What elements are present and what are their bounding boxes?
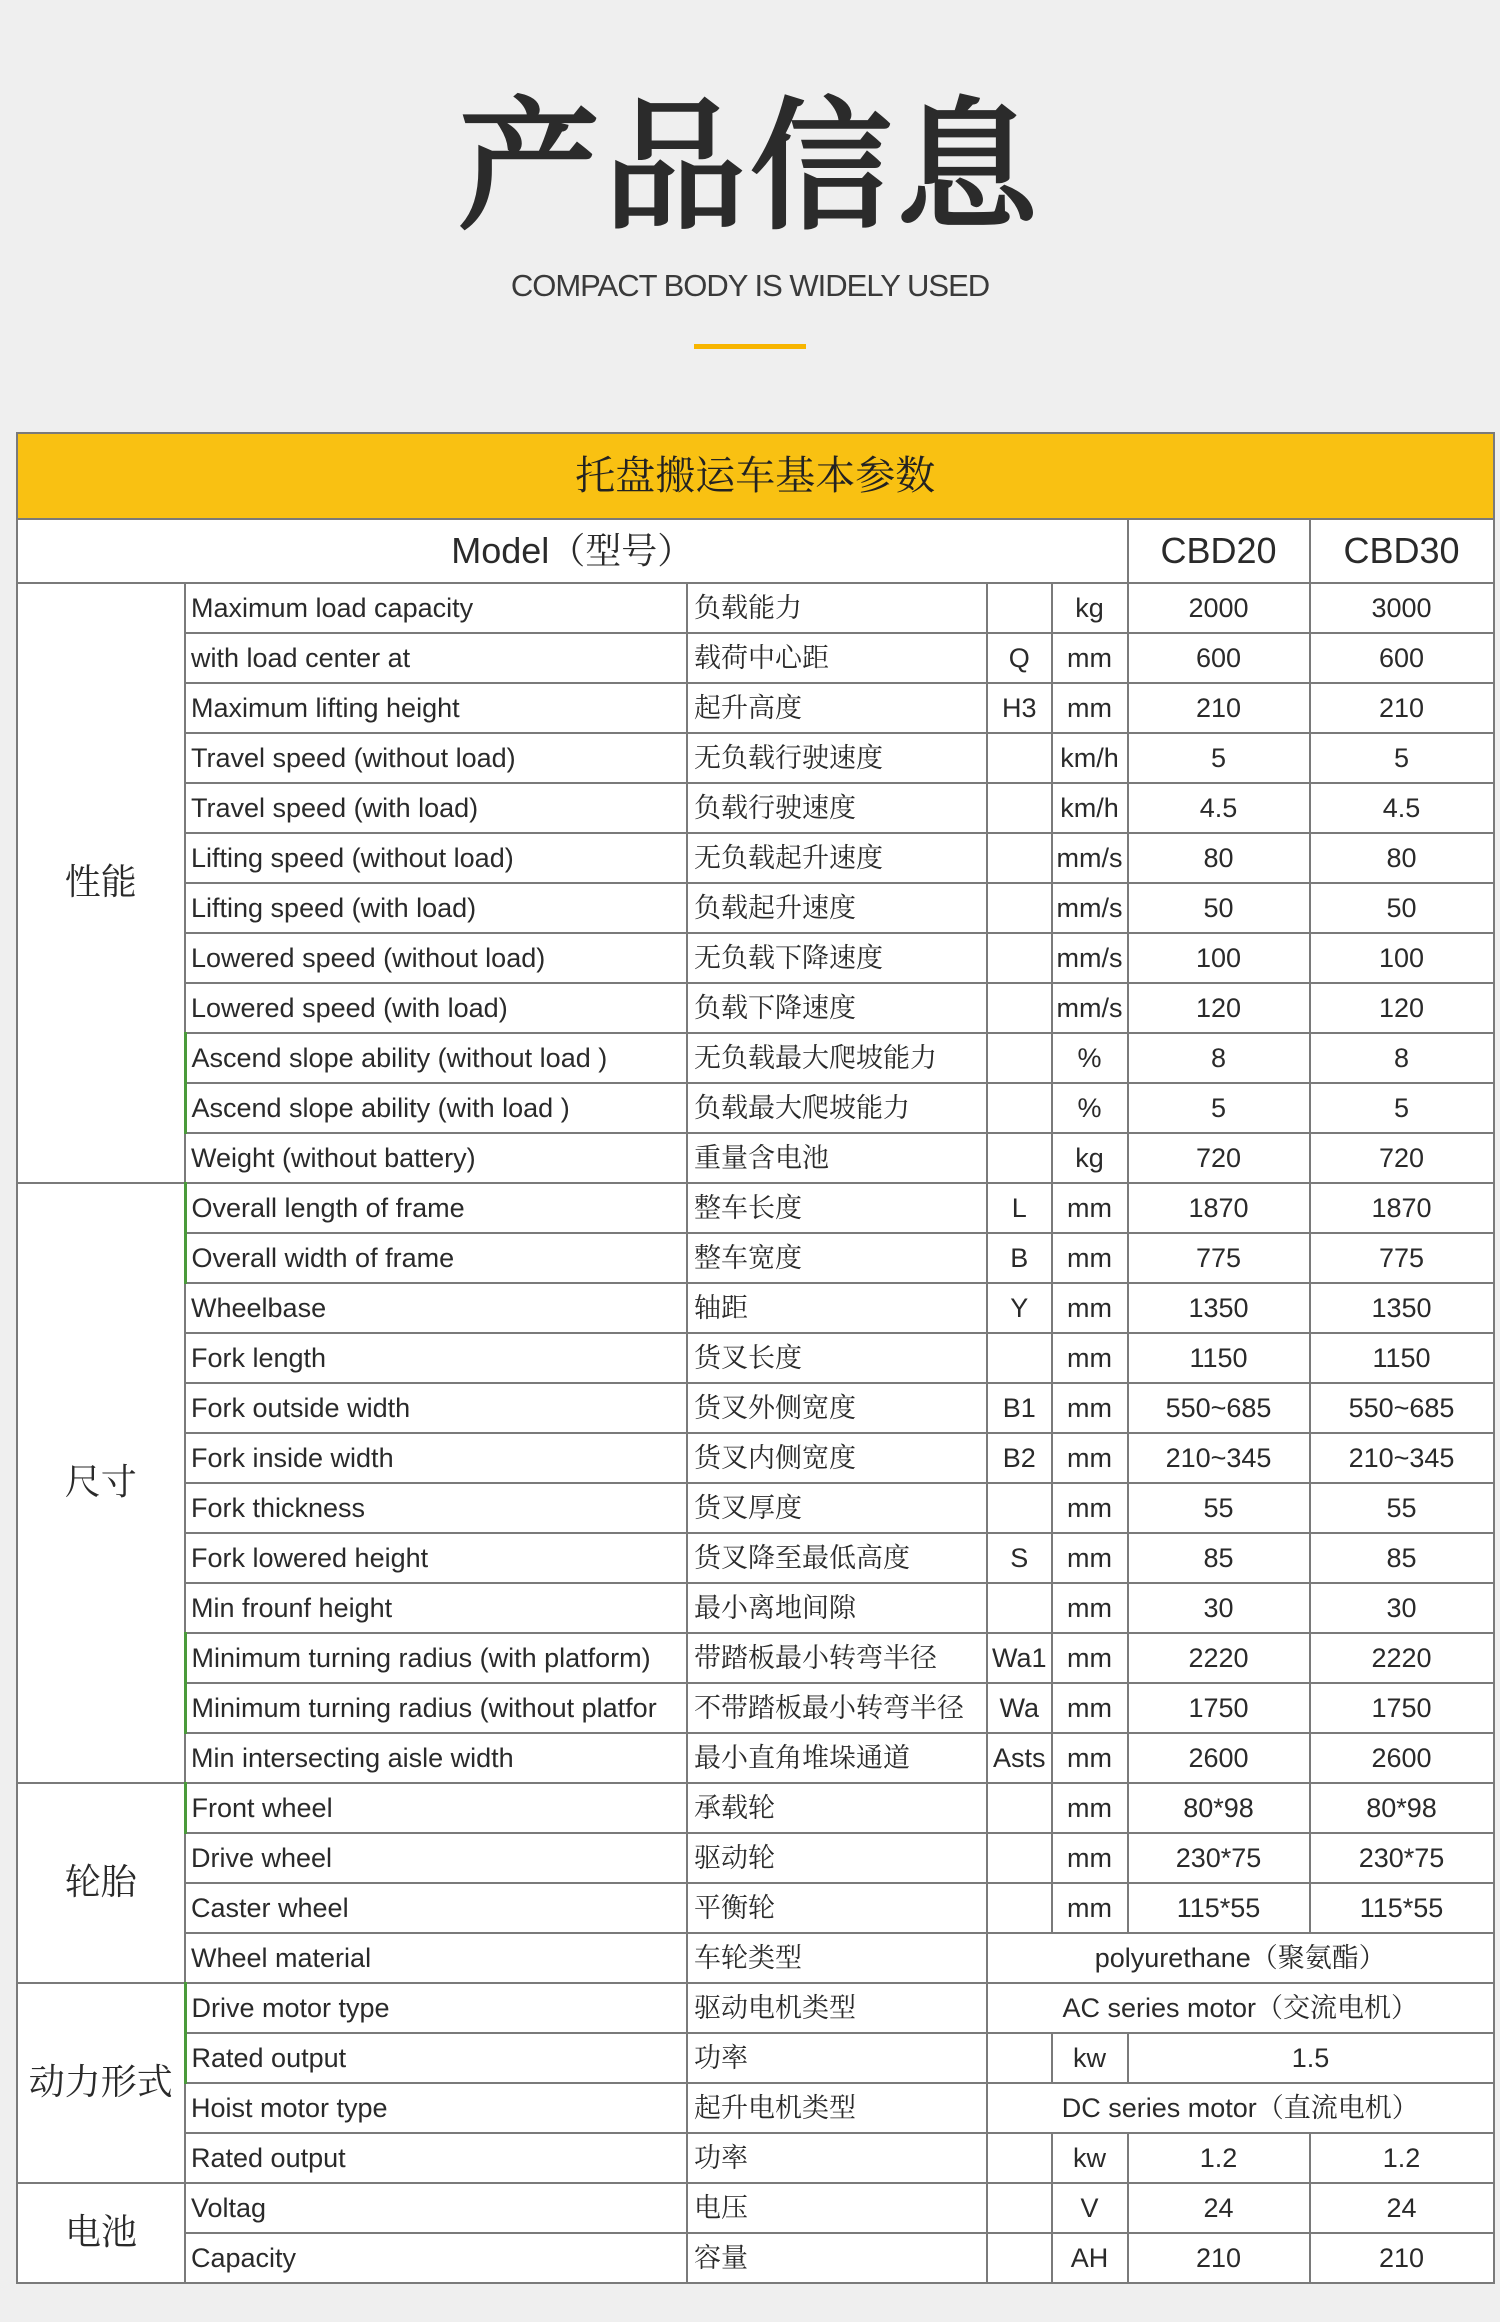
- table-row: [17, 1233, 1494, 1283]
- param-unit: mm: [1052, 1583, 1128, 1633]
- param-symbol: [987, 733, 1052, 783]
- param-unit: km/h: [1052, 733, 1128, 783]
- table-banner-row: [17, 433, 1494, 519]
- param-symbol: L: [987, 1183, 1052, 1233]
- param-name-en: Caster wheel: [185, 1883, 687, 1933]
- param-symbol: [987, 1083, 1052, 1133]
- category-label: 尺寸: [17, 1183, 185, 1783]
- param-name-cn: 不带踏板最小转弯半径: [687, 1683, 987, 1733]
- table-row: [17, 983, 1494, 1033]
- param-name-cn: 负载起升速度: [687, 883, 987, 933]
- param-unit: mm: [1052, 1333, 1128, 1383]
- value-cbd20: 50: [1128, 883, 1310, 933]
- param-symbol: [987, 2033, 1052, 2083]
- param-symbol: B2: [987, 1433, 1052, 1483]
- param-name-en: Maximum lifting height: [185, 683, 687, 733]
- param-unit: %: [1052, 1033, 1128, 1083]
- param-symbol: Wa: [987, 1683, 1052, 1733]
- table-row: [17, 583, 1494, 633]
- param-name-en: Front wheel: [185, 1783, 687, 1833]
- value-cbd20: 1750: [1128, 1683, 1310, 1733]
- param-unit: kw: [1052, 2033, 1128, 2083]
- value-cbd20: 4.5: [1128, 783, 1310, 833]
- param-unit: kg: [1052, 1133, 1128, 1183]
- table-row: [17, 1133, 1494, 1183]
- value-cbd30: 775: [1310, 1233, 1494, 1283]
- param-name-cn: 整车长度: [687, 1183, 987, 1233]
- param-symbol: [987, 883, 1052, 933]
- param-unit: mm: [1052, 1533, 1128, 1583]
- param-name-cn: 货叉内侧宽度: [687, 1433, 987, 1483]
- value-cbd30: 120: [1310, 983, 1494, 1033]
- table-row: [17, 2083, 1494, 2133]
- table-row: [17, 1583, 1494, 1633]
- param-symbol: [987, 583, 1052, 633]
- param-unit: V: [1052, 2183, 1128, 2233]
- param-name-en: Voltag: [185, 2183, 687, 2233]
- value-cbd30: 1.2: [1310, 2133, 1494, 2183]
- param-name-en: Drive wheel: [185, 1833, 687, 1883]
- param-unit: kg: [1052, 583, 1128, 633]
- merged-value: DC series motor（直流电机）: [987, 2083, 1494, 2133]
- value-cbd30: 24: [1310, 2183, 1494, 2233]
- param-symbol: [987, 783, 1052, 833]
- param-unit: mm/s: [1052, 933, 1128, 983]
- param-unit: mm: [1052, 1833, 1128, 1883]
- param-unit: AH: [1052, 2233, 1128, 2283]
- table-row: [17, 2033, 1494, 2083]
- value-cbd30: 2220: [1310, 1633, 1494, 1683]
- param-name-en: Wheel material: [185, 1933, 687, 1983]
- value-cbd20: 8: [1128, 1033, 1310, 1083]
- param-name-en: with load center at: [185, 633, 687, 683]
- param-name-cn: 货叉长度: [687, 1333, 987, 1383]
- param-name-cn: 负载能力: [687, 583, 987, 633]
- value-cbd20: 600: [1128, 633, 1310, 683]
- param-name-en: Overall width of frame: [185, 1233, 687, 1283]
- param-unit: mm: [1052, 1783, 1128, 1833]
- value-cbd30: 30: [1310, 1583, 1494, 1633]
- value-cbd20: 210: [1128, 683, 1310, 733]
- param-unit: mm: [1052, 633, 1128, 683]
- param-name-en: Minimum turning radius (without platfor: [185, 1683, 687, 1733]
- table-row: [17, 1683, 1494, 1733]
- param-name-en: Lifting speed (without load): [185, 833, 687, 883]
- param-symbol: H3: [987, 683, 1052, 733]
- value-cbd20: 1350: [1128, 1283, 1310, 1333]
- category-label: 动力形式: [17, 1983, 185, 2183]
- table-row: [17, 833, 1494, 883]
- param-name-cn: 无负载行驶速度: [687, 733, 987, 783]
- value-cbd20: 55: [1128, 1483, 1310, 1533]
- value-cbd20: 115*55: [1128, 1883, 1310, 1933]
- param-name-cn: 车轮类型: [687, 1933, 987, 1983]
- table-row: [17, 1333, 1494, 1383]
- value-cbd30: 1150: [1310, 1333, 1494, 1383]
- value-cbd30: 5: [1310, 733, 1494, 783]
- table-row: [17, 633, 1494, 683]
- param-name-cn: 最小直角堆垛通道: [687, 1733, 987, 1783]
- table-row: [17, 683, 1494, 733]
- value-cbd20: 230*75: [1128, 1833, 1310, 1883]
- param-name-cn: 电压: [687, 2183, 987, 2233]
- param-name-en: Min frounf height: [185, 1583, 687, 1633]
- table-row: [17, 1633, 1494, 1683]
- value-cbd30: 550~685: [1310, 1383, 1494, 1433]
- value-merged: 1.5: [1128, 2033, 1494, 2083]
- param-name-en: Travel speed (without load): [185, 733, 687, 783]
- table-row: [17, 2183, 1494, 2233]
- param-unit: mm/s: [1052, 833, 1128, 883]
- param-symbol: S: [987, 1533, 1052, 1583]
- param-unit: mm: [1052, 1733, 1128, 1783]
- table-row: [17, 783, 1494, 833]
- table-row: [17, 933, 1494, 983]
- value-cbd20: 100: [1128, 933, 1310, 983]
- param-name-en: Fork thickness: [185, 1483, 687, 1533]
- param-name-cn: 载荷中心距: [687, 633, 987, 683]
- param-name-cn: 无负载起升速度: [687, 833, 987, 883]
- value-cbd20: 210~345: [1128, 1433, 1310, 1483]
- value-cbd20: 2600: [1128, 1733, 1310, 1783]
- value-cbd20: 80: [1128, 833, 1310, 883]
- table-row: [17, 1733, 1494, 1783]
- param-symbol: [987, 933, 1052, 983]
- table-row: [17, 1283, 1494, 1333]
- table-row: [17, 1183, 1494, 1233]
- value-cbd30: 720: [1310, 1133, 1494, 1183]
- table-row: [17, 1483, 1494, 1533]
- value-cbd30: 210: [1310, 2233, 1494, 2283]
- value-cbd30: 1350: [1310, 1283, 1494, 1333]
- value-cbd30: 50: [1310, 883, 1494, 933]
- value-cbd20: 210: [1128, 2233, 1310, 2283]
- param-symbol: [987, 1133, 1052, 1183]
- param-name-en: Fork inside width: [185, 1433, 687, 1483]
- merged-value: polyurethane（聚氨酯）: [987, 1933, 1494, 1983]
- param-name-en: Ascend slope ability (with load ): [185, 1083, 687, 1133]
- value-cbd30: 80: [1310, 833, 1494, 883]
- param-symbol: Q: [987, 633, 1052, 683]
- value-cbd20: 1870: [1128, 1183, 1310, 1233]
- param-name-cn: 起升电机类型: [687, 2083, 987, 2133]
- param-unit: mm: [1052, 1233, 1128, 1283]
- table-row: [17, 1533, 1494, 1583]
- param-name-cn: 负载下降速度: [687, 983, 987, 1033]
- param-unit: %: [1052, 1083, 1128, 1133]
- param-name-cn: 功率: [687, 2033, 987, 2083]
- param-name-cn: 驱动电机类型: [687, 1983, 987, 2033]
- value-cbd30: 55: [1310, 1483, 1494, 1533]
- param-symbol: Wa1: [987, 1633, 1052, 1683]
- page-header: [0, 0, 1500, 432]
- param-symbol: B: [987, 1233, 1052, 1283]
- table-row: [17, 1933, 1494, 1983]
- value-cbd20: 30: [1128, 1583, 1310, 1633]
- table-row: [17, 1083, 1494, 1133]
- value-cbd20: 550~685: [1128, 1383, 1310, 1433]
- value-cbd30: 8: [1310, 1033, 1494, 1083]
- table-banner: 托盘搬运车基本参数: [17, 433, 1494, 519]
- param-unit: mm/s: [1052, 883, 1128, 933]
- param-name-cn: 负载最大爬坡能力: [687, 1083, 987, 1133]
- table-row: [17, 733, 1494, 783]
- param-name-en: Wheelbase: [185, 1283, 687, 1333]
- param-unit: mm: [1052, 1433, 1128, 1483]
- param-name-en: Drive motor type: [185, 1983, 687, 2033]
- param-name-en: Rated output: [185, 2133, 687, 2183]
- param-unit: mm/s: [1052, 983, 1128, 1033]
- param-unit: mm: [1052, 1483, 1128, 1533]
- param-name-en: Travel speed (with load): [185, 783, 687, 833]
- table-row: [17, 883, 1494, 933]
- param-name-cn: 重量含电池: [687, 1133, 987, 1183]
- table-row: [17, 2233, 1494, 2283]
- param-unit: mm: [1052, 1883, 1128, 1933]
- param-name-en: Min intersecting aisle width: [185, 1733, 687, 1783]
- value-cbd30: 230*75: [1310, 1833, 1494, 1883]
- value-cbd30: 210: [1310, 683, 1494, 733]
- param-name-en: Overall length of frame: [185, 1183, 687, 1233]
- table-row: [17, 1433, 1494, 1483]
- param-name-cn: 承载轮: [687, 1783, 987, 1833]
- param-name-en: Rated output: [185, 2033, 687, 2083]
- value-cbd30: 5: [1310, 1083, 1494, 1133]
- table-row: [17, 1833, 1494, 1883]
- param-name-en: Fork outside width: [185, 1383, 687, 1433]
- value-cbd20: 80*98: [1128, 1783, 1310, 1833]
- param-name-en: Lowered speed (without load): [185, 933, 687, 983]
- param-unit: kw: [1052, 2133, 1128, 2183]
- param-name-en: Minimum turning radius (with platform): [185, 1633, 687, 1683]
- param-name-cn: 平衡轮: [687, 1883, 987, 1933]
- param-symbol: [987, 2183, 1052, 2233]
- param-symbol: [987, 1883, 1052, 1933]
- param-name-cn: 货叉外侧宽度: [687, 1383, 987, 1433]
- value-cbd30: 4.5: [1310, 783, 1494, 833]
- page-subtitle: COMPACT BODY IS WIDELY USED: [510, 268, 990, 303]
- merged-value: AC series motor（交流电机）: [987, 1983, 1494, 2033]
- param-name-en: Lowered speed (with load): [185, 983, 687, 1033]
- param-name-en: Maximum load capacity: [185, 583, 687, 633]
- value-cbd30: 3000: [1310, 583, 1494, 633]
- table-row: [17, 1883, 1494, 1933]
- param-name-cn: 带踏板最小转弯半径: [687, 1633, 987, 1683]
- param-symbol: [987, 983, 1052, 1033]
- param-unit: mm: [1052, 1383, 1128, 1433]
- param-name-en: Weight (without battery): [185, 1133, 687, 1183]
- param-name-cn: 货叉降至最低高度: [687, 1533, 987, 1583]
- param-unit: mm: [1052, 1183, 1128, 1233]
- param-name-en: Lifting speed (with load): [185, 883, 687, 933]
- param-name-cn: 驱动轮: [687, 1833, 987, 1883]
- value-cbd30: 1750: [1310, 1683, 1494, 1733]
- param-unit: mm: [1052, 1683, 1128, 1733]
- param-symbol: [987, 1833, 1052, 1883]
- param-name-cn: 起升高度: [687, 683, 987, 733]
- param-unit: mm: [1052, 683, 1128, 733]
- param-symbol: [987, 1783, 1052, 1833]
- param-name-en: Capacity: [185, 2233, 687, 2283]
- model-label: Model（型号）: [17, 519, 1128, 583]
- param-name-cn: 无负载下降速度: [687, 933, 987, 983]
- value-cbd30: 100: [1310, 933, 1494, 983]
- value-cbd20: 720: [1128, 1133, 1310, 1183]
- value-cbd20: 1150: [1128, 1333, 1310, 1383]
- model-name: CBD30: [1310, 519, 1494, 583]
- value-cbd20: 120: [1128, 983, 1310, 1033]
- param-symbol: [987, 833, 1052, 883]
- table-row: [17, 1383, 1494, 1433]
- table-row: [17, 1783, 1494, 1833]
- value-cbd30: 2600: [1310, 1733, 1494, 1783]
- table-row: [17, 1033, 1494, 1083]
- param-name-cn: 轴距: [687, 1283, 987, 1333]
- param-name-cn: 容量: [687, 2233, 987, 2283]
- param-unit: mm: [1052, 1283, 1128, 1333]
- param-name-en: Hoist motor type: [185, 2083, 687, 2133]
- value-cbd30: 1870: [1310, 1183, 1494, 1233]
- value-cbd30: 600: [1310, 633, 1494, 683]
- value-cbd30: 80*98: [1310, 1783, 1494, 1833]
- param-symbol: Y: [987, 1283, 1052, 1333]
- category-label: 轮胎: [17, 1783, 185, 1983]
- param-name-cn: 负载行驶速度: [687, 783, 987, 833]
- value-cbd20: 2220: [1128, 1633, 1310, 1683]
- model-header-row: [17, 519, 1494, 583]
- param-symbol: [987, 1583, 1052, 1633]
- param-unit: mm: [1052, 1633, 1128, 1683]
- page-title: 产品信息: [458, 85, 1042, 250]
- param-name-en: Ascend slope ability (without load ): [185, 1033, 687, 1083]
- value-cbd30: 115*55: [1310, 1883, 1494, 1933]
- param-name-cn: 最小离地间隙: [687, 1583, 987, 1633]
- value-cbd20: 1.2: [1128, 2133, 1310, 2183]
- param-name-cn: 功率: [687, 2133, 987, 2183]
- param-symbol: [987, 1333, 1052, 1383]
- value-cbd20: 5: [1128, 733, 1310, 783]
- value-cbd20: 24: [1128, 2183, 1310, 2233]
- param-symbol: Asts: [987, 1733, 1052, 1783]
- value-cbd20: 5: [1128, 1083, 1310, 1133]
- value-cbd30: 210~345: [1310, 1433, 1494, 1483]
- param-symbol: [987, 2233, 1052, 2283]
- param-symbol: [987, 1483, 1052, 1533]
- param-name-cn: 无负载最大爬坡能力: [687, 1033, 987, 1083]
- param-symbol: B1: [987, 1383, 1052, 1433]
- param-unit: km/h: [1052, 783, 1128, 833]
- value-cbd20: 2000: [1128, 583, 1310, 633]
- value-cbd30: 85: [1310, 1533, 1494, 1583]
- model-name: CBD20: [1128, 519, 1310, 583]
- param-name-cn: 整车宽度: [687, 1233, 987, 1283]
- accent-divider: [694, 344, 806, 349]
- category-label: 性能: [17, 583, 185, 1183]
- value-cbd20: 85: [1128, 1533, 1310, 1583]
- param-name-cn: 货叉厚度: [687, 1483, 987, 1533]
- table-row: [17, 2133, 1494, 2183]
- spec-table: [16, 432, 1495, 2284]
- category-label: 电池: [17, 2183, 185, 2283]
- table-row: [17, 1983, 1494, 2033]
- param-name-en: Fork lowered height: [185, 1533, 687, 1583]
- value-cbd20: 775: [1128, 1233, 1310, 1283]
- param-symbol: [987, 1033, 1052, 1083]
- param-symbol: [987, 2133, 1052, 2183]
- param-name-en: Fork length: [185, 1333, 687, 1383]
